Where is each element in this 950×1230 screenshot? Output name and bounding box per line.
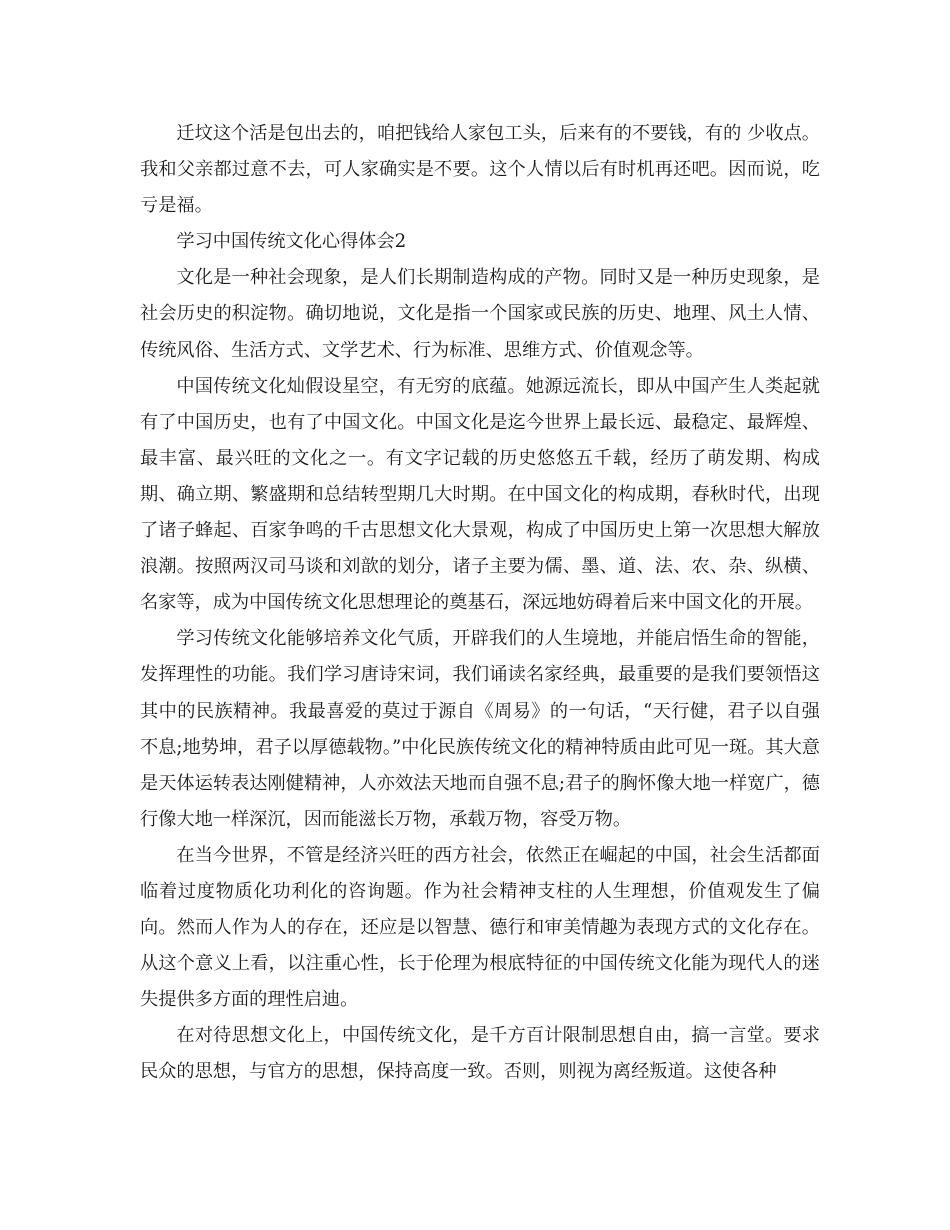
paragraph-learning-traditional-culture: 学习传统文化能够培养文化气质，开辟我们的人生境地，并能启悟生命的智能，发挥理性的功能。我们学习唐诗宋词，我们诵读名家经典，最重要的是我们要领悟这其中的民族精神。我最喜爱的莫过于源自《周易》的一句话，“天行健，君子以自强不息;地势坤，君子以厚德载物。”中化民族传统文化的精神特质由此可见一斑。其大意是天体运转表达刚健精神，人亦效法天地而自强不息;君子的胸怀像大地一样宽广，德行像大地一样深沉，因而能滋长万物，承载万物，容受万物。 <box>140 628 820 830</box>
paragraph-culture-definition: 文化是一种社会现象，是人们长期制造构成的产物。同时又是一种历史现象，是社会历史的积淀物。确切地说，文化是指一个国家或民族的历史、地理、风土人情、传统风俗、生活方式、文学艺术、行为标准、思维方式、价值观念等。 <box>140 267 820 361</box>
paragraph-chinese-culture-history: 中国传统文化灿假设星空，有无穷的底蕴。她源远流长，即从中国产生人类起就有了中国历史，也有了中国文化。中国文化是迄今世界上最长远、最稳定、最辉煌、最丰富、最兴旺的文化之一。有文字记载的历史悠悠五千载，经历了萌发期、构成期、确立期、繁盛期和总结转型期几大时期。在中国文化的构成期，春秋时代，出现了诸子蜂起、百家争鸣的千古思想文化大景观，构成了中国历史上第一次思想大解放浪潮。按照两汉司马谈和刘歆的划分，诸子主要为儒、墨、道、法、农、杂、纵横、名家等，成为中国传统文化思想理论的奠基石，深远地妨碍着后来中国文化的开展。 <box>140 375 820 614</box>
section-heading: 学习中国传统文化心得体会2 <box>176 231 407 253</box>
document-page <box>140 116 820 1091</box>
paragraph-thought-control: 在对待思想文化上，中国传统文化，是千方百计限制思想自由，搞一言堂。要求民众的思想，与官方的思想，保持高度一致。否则，则视为离经叛道。这使各种 <box>140 1025 820 1083</box>
paragraph-grave-relocation: 迁坟这个活是包出去的，咱把钱给人家包工头，后来有的不要钱，有的 少收点。我和父亲都过意不去，可人家确实是不要。这个人情以后有时机再还吧。因而说，吃亏是福。 <box>140 123 820 217</box>
paragraph-modern-world: 在当今世界，不管是经济兴旺的西方社会，依然正在崛起的中国，社会生活都面临着过度物质化功利化的咨询题。作为社会精神支柱的人生理想，价值观发生了偏向。然而人作为人的存在，还应是以智慧、德行和审美情趣为表现方式的文化存在。从这个意义上看，以注重心性，长于伦理为根底特征的中国传统文化能为现代人的迷失提供多方面的理性启迪。 <box>140 844 820 1011</box>
